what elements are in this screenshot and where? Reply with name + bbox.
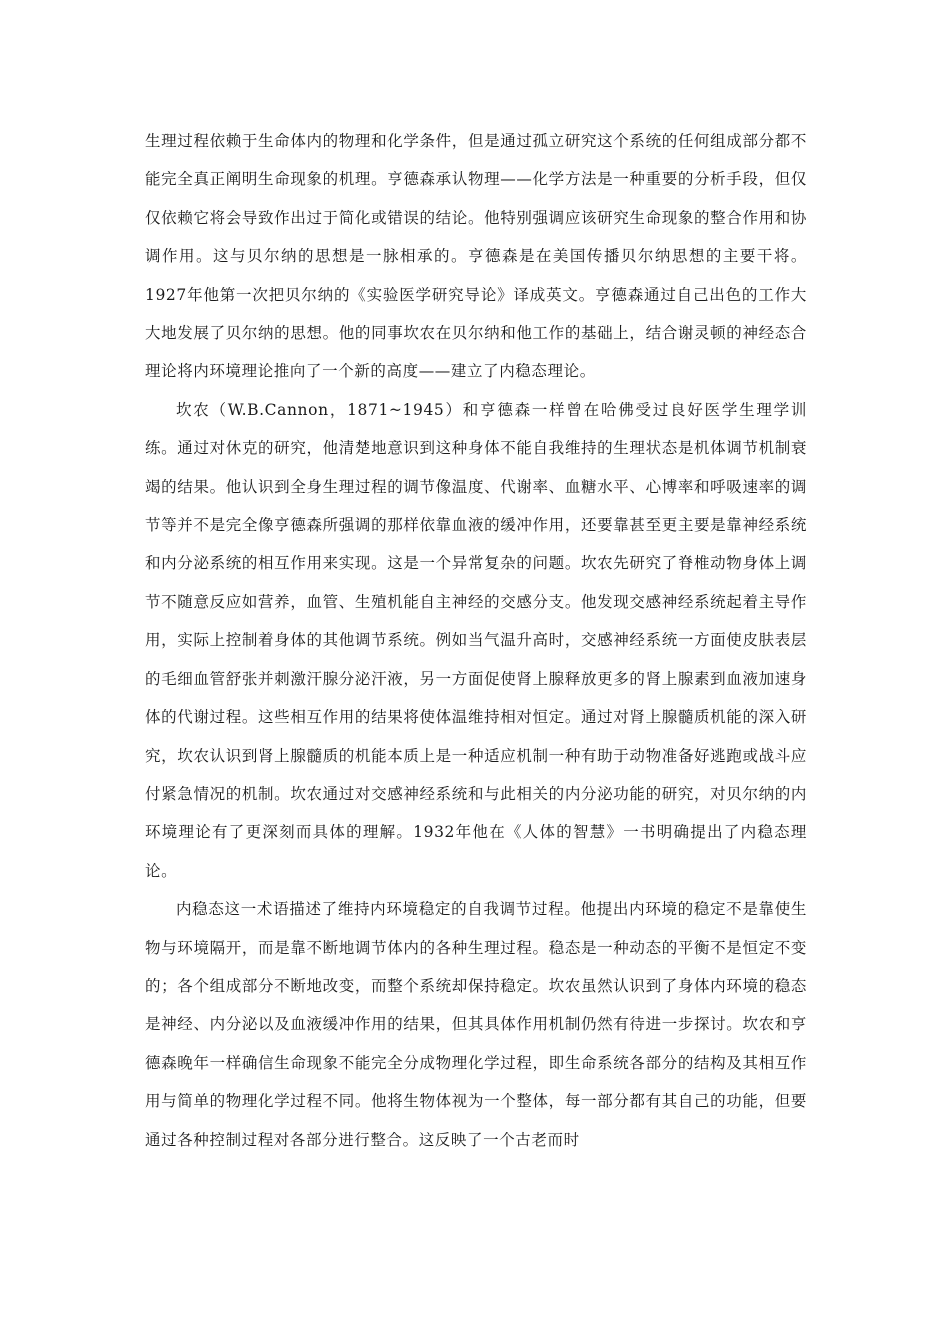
paragraph-3: 内稳态这一术语描述了维持内环境稳定的自我调节过程。他提出内环境的稳定不是靠使生物与环境隔开，而是靠不断地调节体内的各种生理过程。稳态是一种动态的平衡不是恒定不变的；各个组成部分不断地改变，而整个系统却保持稳定。坎农虽然认识到了身体内环境的稳态是神经、内分泌以及血液缓冲作用的结果，但其具体作用机制仍然有待进一步探讨。坎农和亨德森晚年一样确信生命现象不能完全分成物理化学过程，即生命系统各部分的结构及其相互作用与简单的物理化学过程不同。他将生物体视为一个整体，每一部分都有其自己的功能，但要通过各种控制过程对各部分进行整合。这反映了一个古老而时 <box>145 900 807 1149</box>
paragraph-2: 坎农（W.B.Cannon，1871~1945）和亨德森一样曾在哈佛受过良好医学生理学训练。通过对休克的研究，他清楚地意识到这种身体不能自我维持的生理状态是机体调节机制衰竭的结果。他认识到全身生理过程的调节像温度、代谢率、血糖水平、心博率和呼吸速率的调节等并不是完全像亨德森所强调的那样依靠血液的缓冲作用，还要靠甚至更主要是靠神经系统和内分泌系统的相互作用来实现。这是一个异常复杂的问题。坎农先研究了脊椎动物身体上调节不随意反应如营养，血管、生殖机能自主神经的交感分支。他发现交感神经系统起着主导作用，实际上控制着身体的其他调节系统。例如当气温升高时，交感神经系统一方面使皮肤表层的毛细血管舒张并刺激汗腺分泌汗液，另一方面促使肾上腺释放更多的肾上腺素到血液加速身体的代谢过程。这些相互作用的结果将使体温维持相对恒定。通过对肾上腺髓质机能的深入研究，坎农认识到肾上腺髓质的机能本质上是一种适应机制一种有助于动物准备好逃跑或战斗应付紧急情况的机制。坎农通过对交感神经系统和与此相关的内分泌功能的研究，对贝尔纳的内环境理论有了更深刻而具体的理解。1932年他在《人体的智慧》一书明确提出了内稳态理论。 <box>145 400 807 880</box>
document-page <box>145 122 807 1159</box>
paragraph-1: 生理过程依赖于生命体内的物理和化学条件，但是通过孤立研究这个系统的任何组成部分都不能完全真正阐明生命现象的机理。亨德森承认物理——化学方法是一种重要的分析手段，但仅仅依赖它将会导致作出过于简化或错误的结论。他特别强调应该研究生命现象的整合作用和协调作用。这与贝尔纳的思想是一脉相承的。亨德森是在美国传播贝尔纳思想的主要干将。1927年他第一次把贝尔纳的《实验医学研究导论》译成英文。亨德森通过自己出色的工作大大地发展了贝尔纳的思想。他的同事坎农在贝尔纳和他工作的基础上，结合谢灵顿的神经态合理论将内环境理论推向了一个新的高度——建立了内稳态理论。 <box>145 132 807 381</box>
